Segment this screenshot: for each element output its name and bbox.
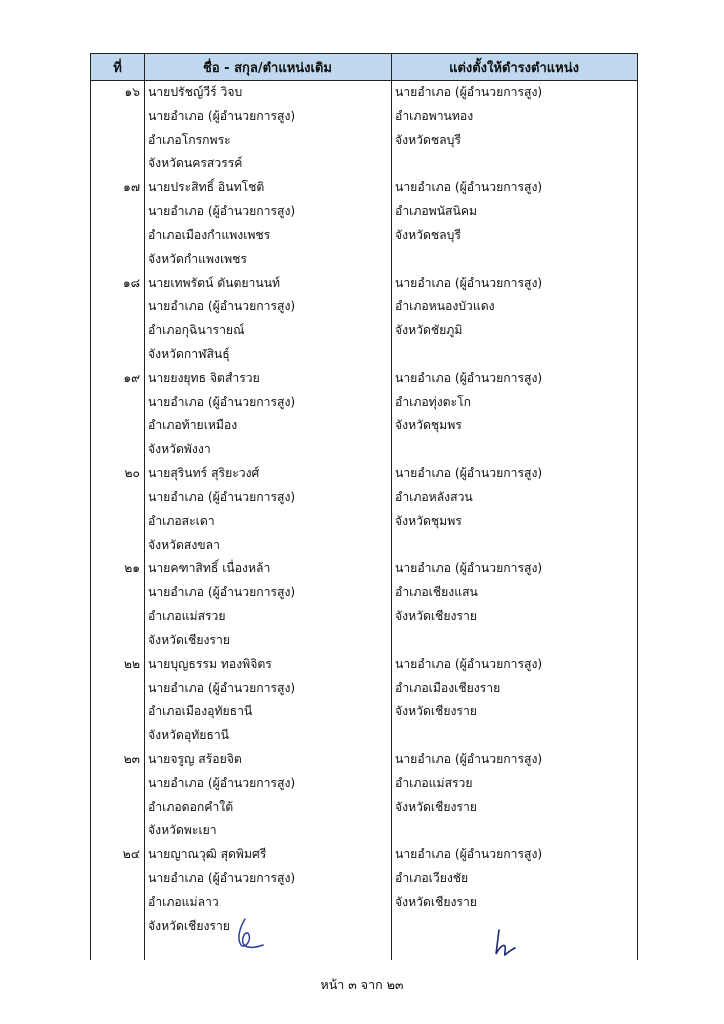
name-old-position-cell (144, 557, 391, 652)
name-old-position-cell (144, 176, 391, 271)
table-row (91, 272, 637, 367)
name-line: จังหวัดเชียงราย (148, 632, 230, 647)
row-number: ๒๓ (123, 752, 140, 767)
name-line: จังหวัดสงขลา (148, 537, 220, 552)
name-line: นายบุญธรรม ทองพิจิตร (148, 656, 272, 671)
name-line: จังหวัดอุทัยธานี (148, 728, 229, 743)
name-line: นายอำเภอ (ผู้อำนวยการสูง) (148, 775, 296, 790)
new-position-cell (391, 557, 637, 652)
new-position-line: จังหวัดเชียงราย (395, 704, 477, 719)
name-line: จังหวัดพะเยา (148, 823, 217, 838)
name-line: อำเภอเมืองอุทัยธานี (148, 704, 253, 719)
name-line: จังหวัดเชียงราย (148, 918, 230, 933)
name-line: อำเภอโกรกพระ (148, 132, 231, 147)
name-line: จังหวัดกำแพงเพชร (148, 251, 247, 266)
name-line: อำเภอสะเดา (148, 513, 215, 528)
name-line: นายสุรินทร์ สุริยะวงศ์ (148, 466, 260, 481)
name-old-position-cell (144, 272, 391, 367)
row-number: ๑๖ (124, 85, 140, 99)
new-position-line: จังหวัดชุมพร (395, 418, 462, 433)
name-line: นายอำเภอ (ผู้อำนวยการสูง) (148, 680, 296, 695)
name-line: อำเภอเมืองกำแพงเพชร (148, 227, 271, 242)
table-row (91, 81, 637, 176)
name-line: อำเภอดอกคำใต้ (148, 799, 234, 814)
table-row (91, 176, 637, 271)
name-line: นายอำเภอ (ผู้อำนวยการสูง) (148, 204, 296, 219)
name-old-position-cell (144, 367, 391, 462)
new-position-line: จังหวัดเชียงราย (395, 894, 477, 909)
name-line: อำเภอกุฉินารายณ์ (148, 323, 245, 338)
table-row (91, 367, 637, 462)
new-position-cell (391, 462, 637, 557)
name-old-position-cell (144, 748, 391, 843)
name-old-position-cell (144, 81, 391, 176)
new-position-line: นายอำเภอ (ผู้อำนวยการสูง) (395, 275, 543, 290)
new-position-line: นายอำเภอ (ผู้อำนวยการสูง) (395, 847, 543, 862)
new-position-line: จังหวัดชัยภูมิ (395, 323, 463, 338)
row-number: ๒๒ (123, 656, 140, 671)
name-line: นายประสิทธิ์ อินทโชติ (148, 180, 265, 195)
name-line: นายจรูญ สร้อยจิต (148, 752, 242, 767)
name-line: จังหวัดนครสวรรค์ (148, 156, 243, 171)
signature-left (231, 915, 271, 955)
name-line: นายญาณวุฒิ สุดพิมศรี (148, 847, 267, 862)
table-row (91, 748, 637, 843)
new-position-line: อำเภอเวียงชัย (395, 871, 469, 886)
new-position-cell (391, 748, 637, 843)
table-row (91, 843, 637, 938)
name-line: อำเภอแม่สรวย (148, 609, 226, 624)
table-row (91, 557, 637, 652)
new-position-line: จังหวัดชลบุรี (395, 132, 461, 147)
new-position-line: จังหวัดชลบุรี (395, 227, 461, 242)
appointment-table (90, 53, 638, 960)
row-number: ๑๗ (123, 180, 140, 195)
name-old-position-cell (144, 653, 391, 748)
header-number: ที่ (113, 60, 122, 76)
new-position-line: นายอำเภอ (ผู้อำนวยการสูง) (395, 466, 543, 481)
new-position-line: นายอำเภอ (ผู้อำนวยการสูง) (395, 180, 543, 195)
table-row (91, 653, 637, 748)
new-position-cell (391, 653, 637, 748)
name-line: นายอำเภอ (ผู้อำนวยการสูง) (148, 394, 296, 409)
new-position-cell (391, 81, 637, 176)
page-number: หน้า ๓ จาก ๒๓ (320, 977, 404, 992)
new-position-line: จังหวัดเชียงราย (395, 799, 477, 814)
new-position-line: อำเภอพนัสนิคม (395, 204, 478, 219)
name-line: นายอำเภอ (ผู้อำนวยการสูง) (148, 108, 296, 123)
new-position-cell (391, 176, 637, 271)
name-line: อำเภอแม่ลาว (148, 894, 219, 909)
new-position-line: จังหวัดชุมพร (395, 513, 462, 528)
header-name-old-position: ชื่อ - สกุล/ตำแหน่งเดิม (203, 60, 332, 76)
new-position-line: อำเภอทุ่งตะโก (395, 394, 472, 409)
name-line: จังหวัดพังงา (148, 442, 211, 457)
new-position-line: อำเภอหนองบัวแดง (395, 299, 495, 314)
new-position-cell (391, 843, 637, 938)
name-line: อำเภอท้ายเหมือง (148, 418, 238, 433)
name-line: นายคฑาสิทธิ์ เนื่องหล้า (148, 561, 271, 576)
new-position-line: นายอำเภอ (ผู้อำนวยการสูง) (395, 561, 543, 576)
name-line: นายยงยุทธ จิตสำรวย (148, 370, 260, 385)
row-number: ๑๘ (122, 275, 140, 290)
table-header (91, 53, 637, 81)
new-position-line: จังหวัดเชียงราย (395, 609, 477, 624)
new-position-line: อำเภอหลังสวน (395, 489, 473, 504)
row-number: ๒๐ (124, 466, 140, 481)
name-line: จังหวัดกาฬสินธุ์ (148, 346, 230, 361)
row-number: ๑๙ (123, 370, 140, 385)
name-line: นายอำเภอ (ผู้อำนวยการสูง) (148, 871, 296, 886)
new-position-cell (391, 367, 637, 462)
name-line: นายอำเภอ (ผู้อำนวยการสูง) (148, 489, 296, 504)
new-position-line: นายอำเภอ (ผู้อำนวยการสูง) (395, 370, 543, 385)
new-position-line: อำเภอเมืองเชียงราย (395, 680, 501, 695)
new-position-line: นายอำเภอ (ผู้อำนวยการสูง) (395, 656, 543, 671)
table-body (91, 81, 637, 939)
name-line: นายอำเภอ (ผู้อำนวยการสูง) (148, 299, 296, 314)
new-position-line: นายอำเภอ (ผู้อำนวยการสูง) (395, 752, 543, 767)
name-line: นายเทพรัตน์ ตันตยานนท์ (148, 275, 281, 290)
name-line: นายปรัชญ์วีร์ วิจบ (148, 85, 243, 99)
name-old-position-cell (144, 462, 391, 557)
header-new-position: แต่งตั้งให้ดำรงตำแหน่ง (449, 60, 579, 76)
new-position-line: อำเภอเชียงแสน (395, 585, 478, 600)
table-row (91, 462, 637, 557)
row-number: ๒๔ (122, 847, 140, 862)
new-position-line: อำเภอพานทอง (395, 108, 474, 123)
new-position-cell (391, 272, 637, 367)
new-position-line: นายอำเภอ (ผู้อำนวยการสูง) (395, 85, 543, 99)
name-line: นายอำเภอ (ผู้อำนวยการสูง) (148, 585, 296, 600)
row-number: ๒๑ (124, 561, 140, 576)
signature-right (491, 926, 521, 960)
new-position-line: อำเภอแม่สรวย (395, 775, 473, 790)
